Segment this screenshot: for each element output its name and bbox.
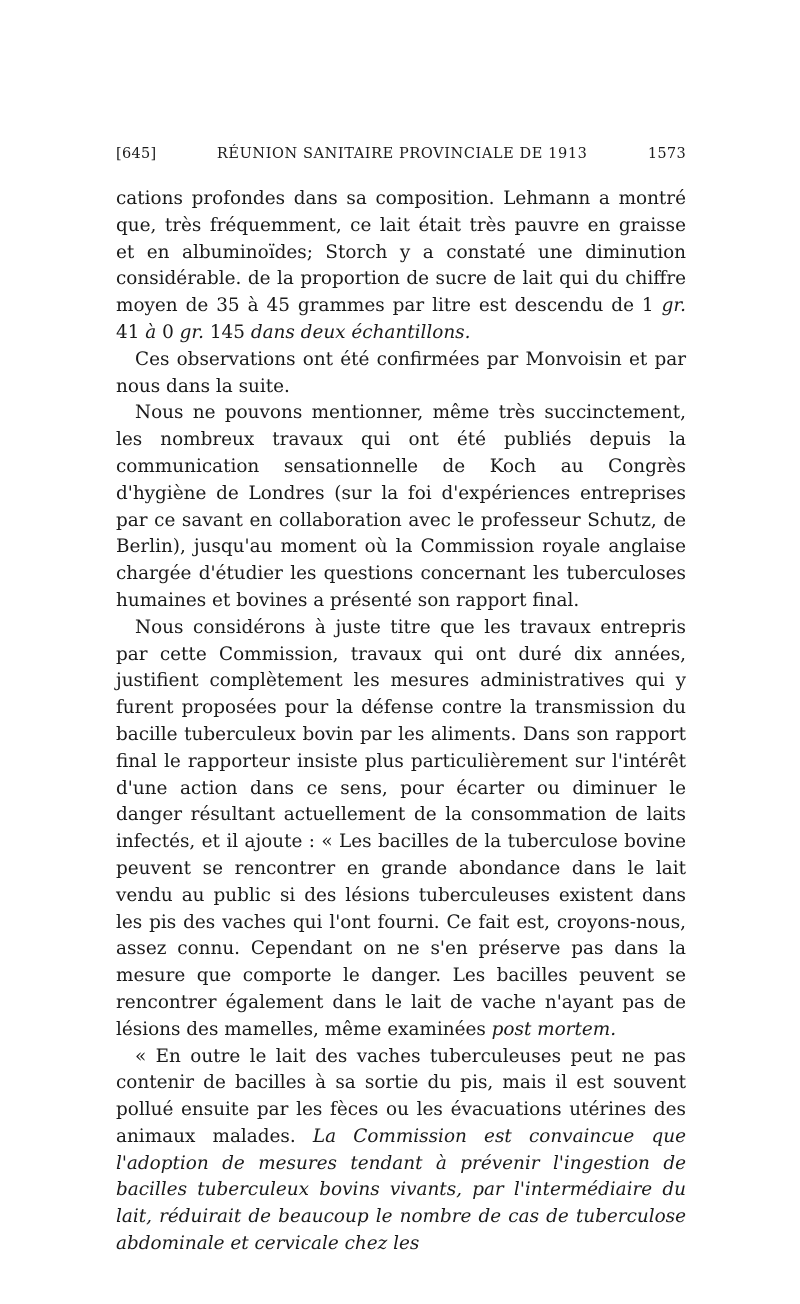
running-title: RÉUNION SANITAIRE PROVINCIALE DE 1913 [216, 146, 588, 162]
text-run: « En outre le lait des vaches tuberculeuses peut ne pas contenir de bacilles à sa sortie du pis, mais il est souvent pollué ensuite par les fèces ou les évacuations utérines des animaux malades. [116, 1045, 686, 1147]
text-run: 0 [156, 321, 180, 343]
book-page [116, 146, 686, 1258]
running-head [116, 146, 686, 170]
italic-text: gr. [179, 321, 205, 343]
text-run: cations profondes dans sa composition. Lehmann a montré que, très fréquemment, ce lait était très pauvre en graisse et en albuminoïdes; Storch y a constaté une diminution considérable. de la proportion de sucre de lait qui du chiffre moyen de 35 à 45 grammes par litre est descendu de 1 [116, 188, 686, 317]
paragraph-p1 [116, 186, 686, 347]
text-run: 145 [204, 321, 251, 343]
italic-text: post mortem. [491, 1018, 617, 1040]
body-text [116, 186, 686, 1258]
text-run: Nous ne pouvons mentionner, même très succinctement, les nombreux travaux qui ont été publiés depuis la communication sensationnelle de Koch au Congrès d'hygiène de Londres (sur la foi d'expériences entreprises par ce savant en collaboration avec le professeur Schutz, de Berlin), jusqu'au moment où la Commission royale anglaise chargée d'étudier les questions concernant les tuberculoses humaines et bovines a présenté son rapport final. [116, 402, 686, 611]
paragraph-p2 [116, 347, 686, 401]
italic-text: gr. [661, 295, 686, 317]
section-number: [645] [116, 146, 157, 162]
italic-text: à [145, 321, 157, 343]
text-run: Ces observations ont été confirmées par Monvoisin et par nous dans la suite. [116, 348, 686, 397]
paragraph-p3 [116, 400, 686, 614]
page-number: 1573 [647, 146, 686, 162]
text-run: 41 [116, 321, 146, 343]
paragraph-p4 [116, 615, 686, 1044]
italic-text: dans deux échantillons. [250, 321, 471, 343]
italic-text: La Commission est convaincue que l'adoption de mesures tendant à prévenir l'ingestion de bacilles tuberculeux bovins vivants, par l'intermédiaire du lait, réduirait de beaucoup le nombre de cas de tuberculose abdominale et cervicale chez les [116, 1125, 686, 1255]
text-run: Nous considérons à juste titre que les travaux entrepris par cette Commission, travaux qui ont duré dix années, justifient complètement les mesures administratives qui y furent proposées pour la défense contre la transmission du bacille tuberculeux bovin par les aliments. Dans son rapport final le rapporteur insiste plus particulièrement sur l'intérêt d'une action dans ce sens, pour écarter ou diminuer le danger résultant actuellement de la consommation de laits infectés, et il ajoute : « Les bacilles de la tuberculose bovine peuvent se rencontrer en grande abondance dans le lait vendu au public si des lésions tuberculeuses existent dans les pis des vaches qui l'ont fourni. Ce fait est, croyons-nous, assez connu. Cependant on ne s'en préserve pas dans la mesure que comporte le danger. Les bacilles peuvent se rencontrer également dans le lait de vache n'ayant pas de lésions des mamelles, même examinées [116, 616, 686, 1040]
paragraph-p5 [116, 1044, 686, 1258]
